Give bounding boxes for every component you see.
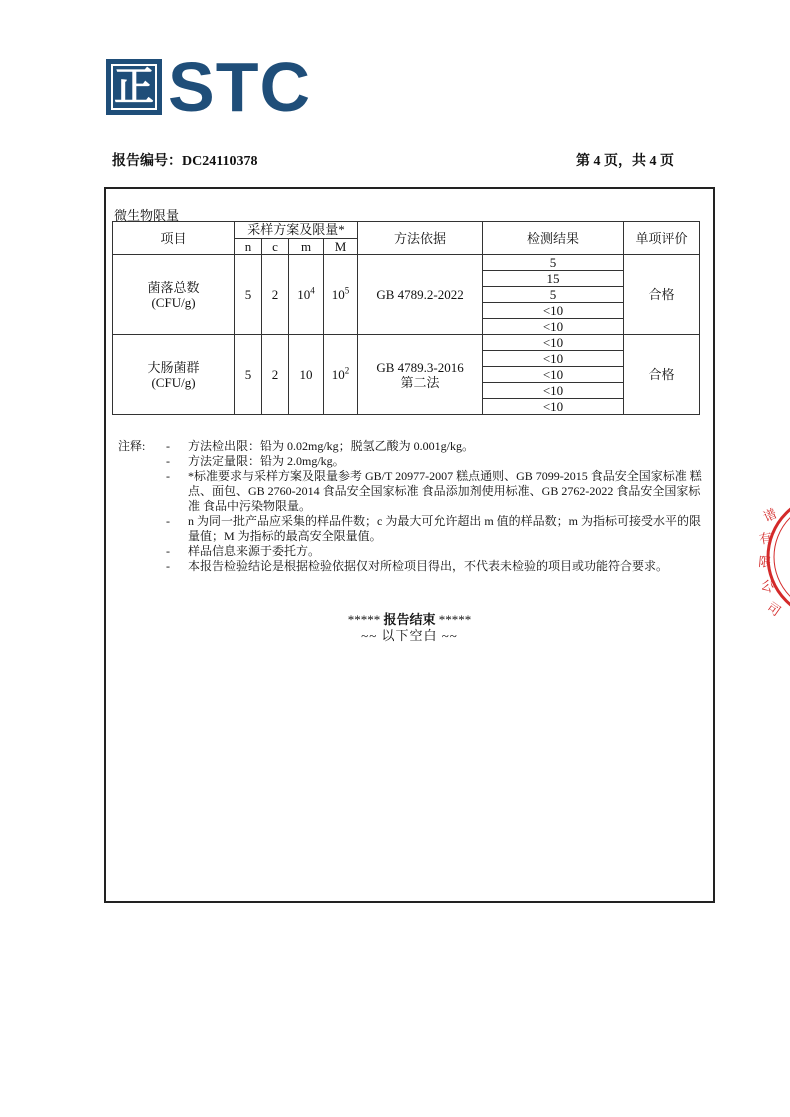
note-item: - 样品信息来源于委托方。 (166, 544, 321, 558)
result-value: <10 (483, 303, 624, 319)
logo-text: STC (168, 48, 311, 126)
result-value: <10 (483, 367, 624, 383)
m-value: 10 (289, 335, 324, 415)
result-value: 5 (483, 255, 624, 271)
header-M: M (324, 238, 358, 255)
svg-text:司: 司 (763, 599, 783, 620)
header-eval: 单项评价 (624, 222, 700, 255)
method-cell (358, 335, 483, 415)
table-row (113, 335, 700, 351)
notes-section (118, 439, 703, 574)
c-value: 2 (262, 255, 289, 335)
header-item: 项目 (113, 222, 235, 255)
report-end-title: 报告结束 (383, 612, 436, 627)
note-item: - 本报告检验结论是根据检验依据仅对所检项目得出，不代表未检验的项目或功能符合要求。 (166, 559, 669, 573)
result-value: 5 (483, 287, 624, 303)
report-end: ***** 报告结束 ***** (347, 612, 472, 627)
page-number: 第 4 页，共 4 页 (576, 154, 674, 169)
svg-text:有: 有 (758, 530, 774, 548)
notes-label: 注释: (118, 439, 146, 453)
table-row (113, 255, 700, 271)
n-value: 5 (235, 255, 262, 335)
item-name: 大肠菌群 (147, 359, 200, 375)
svg-text:限: 限 (757, 555, 772, 572)
official-seal-stamp (752, 492, 790, 622)
note-item: - 方法检出限：铅为 0.02mg/kg；脱氢乙酸为 0.001g/kg。 (166, 439, 475, 453)
report-frame (104, 187, 715, 903)
blank-below: ~~ 以下空白 ~~ (361, 628, 458, 643)
method-text: GB 4789.3-2016 (376, 359, 464, 375)
header-plan: 采样方案及限量* (235, 222, 358, 239)
header-result: 检测结果 (483, 222, 624, 255)
report-number: 报告编号：DC24110378 (112, 154, 258, 169)
item-cell (113, 335, 235, 415)
item-unit: (CFU/g) (151, 294, 196, 310)
header-m: m (289, 238, 324, 255)
c-value: 2 (262, 335, 289, 415)
method-text: GB 4789.2-2022 (376, 287, 464, 302)
M-value: $10^5$ (324, 255, 358, 335)
header-c: c (262, 238, 289, 255)
logo-mark: 正 (106, 59, 162, 115)
result-value: <10 (483, 319, 624, 335)
method-text-2: 第二法 (400, 374, 440, 390)
result-value: 15 (483, 271, 624, 287)
result-value: <10 (483, 335, 624, 351)
results-table (112, 221, 700, 415)
method-cell (358, 255, 483, 335)
header-method: 方法依据 (358, 222, 483, 255)
header-n: n (235, 238, 262, 255)
result-value: <10 (483, 399, 624, 415)
item-name: 菌落总数 (147, 279, 200, 295)
section-title: 微生物限量 (114, 208, 180, 223)
eval-value: 合格 (624, 335, 700, 415)
svg-text:公: 公 (758, 577, 776, 597)
result-value: <10 (483, 383, 624, 399)
note-item: - n 为同一批产品应采集的样品件数；c 为最大可允许超出 m 值的样品数；m 为指标可接受水平的限量值；M 为指标的最高安全限量值。 (166, 514, 701, 543)
result-value: <10 (483, 351, 624, 367)
M-value: $10^2$ (324, 335, 358, 415)
svg-text:谱: 谱 (761, 506, 780, 526)
company-logo (106, 48, 311, 126)
note-item: - 方法定量限：铅为 2.0mg/kg。 (166, 454, 345, 468)
n-value: 5 (235, 335, 262, 415)
item-cell (113, 255, 235, 335)
note-item: - *标准要求与采样方案及限量参考 GB/T 20977-2007 糕点通则、GB 7099-2015 食品安全国家标准 糕点、面包、GB 2760-2014 食品安全国家标准 食品添加剂使用标准、GB 2762-2022 食品安全国家标准 食品中污染物限量。 (166, 469, 702, 513)
item-unit: (CFU/g) (151, 374, 196, 390)
m-value: $10^4$ (289, 255, 324, 335)
eval-value: 合格 (624, 255, 700, 335)
